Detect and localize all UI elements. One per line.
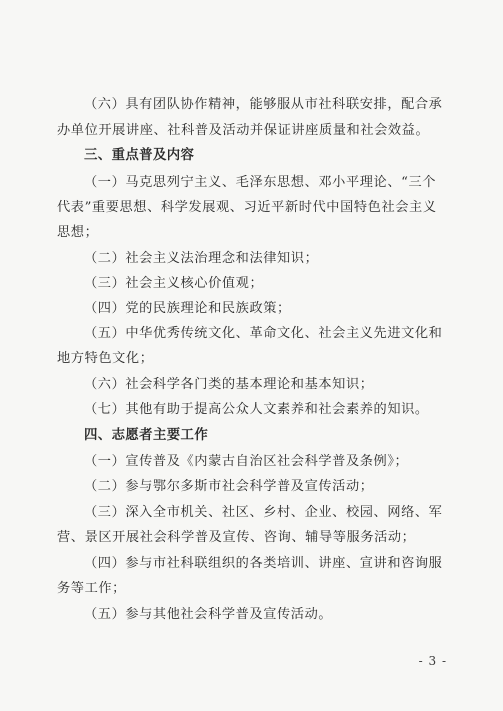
paragraph-line: 代表”重要思想、科学发展观、习近平新时代中国特色社会主义 xyxy=(57,200,437,215)
paragraph-line: （五）中华优秀传统文化、革命文化、社会主义先进文化和 xyxy=(84,326,443,341)
paragraph-line: （四）参与市社科联组织的各类培训、讲座、宣讲和咨询服 xyxy=(84,556,443,571)
paragraph-line: （三）社会主义核心价值观； xyxy=(84,276,264,291)
paragraph-line: （七）其他有助于提高公众人文素养和社会素养的知识。 xyxy=(84,402,429,417)
paragraph-line: （四）党的民族理论和民族政策； xyxy=(84,301,291,316)
paragraph-line: （五）参与其他社会科学普及宣传活动。 xyxy=(84,607,333,622)
section-heading: 四、志愿者主要工作 xyxy=(84,428,209,443)
paragraph-line: （一）马克思列宁主义、毛泽东思想、邓小平理论、“三个 xyxy=(84,175,437,190)
paragraph-line: （六）社会科学各门类的基本理论和基本知识； xyxy=(84,377,374,392)
paragraph-line: 营、景区开展社会科学普及宣传、咨询、辅导等服务活动； xyxy=(57,530,416,545)
paragraph-line: 务等工作； xyxy=(57,581,126,596)
paragraph-line: 地方特色文化； xyxy=(57,351,154,366)
paragraph-line: （一）宣传普及《内蒙古自治区社会科学普及条例》； xyxy=(84,454,409,469)
paragraph-line: （三）深入全市机关、社区、乡村、企业、校园、网络、军 xyxy=(84,505,443,520)
paragraph-line: （二）参与鄂尔多斯市社会科学普及宣传活动； xyxy=(84,479,374,494)
section-heading: 三、重点普及内容 xyxy=(84,148,195,163)
paragraph-line: （六）具有团队协作精神，能够服从市社科联安排，配合承 xyxy=(84,97,443,112)
paragraph-line: （二）社会主义法治理念和法律知识； xyxy=(84,251,319,266)
paragraph-line: 思想； xyxy=(57,225,99,240)
page-number: - 3 - xyxy=(418,654,447,668)
paragraph-line: 办单位开展讲座、社科普及活动并保证讲座质量和社会效益。 xyxy=(57,123,430,138)
